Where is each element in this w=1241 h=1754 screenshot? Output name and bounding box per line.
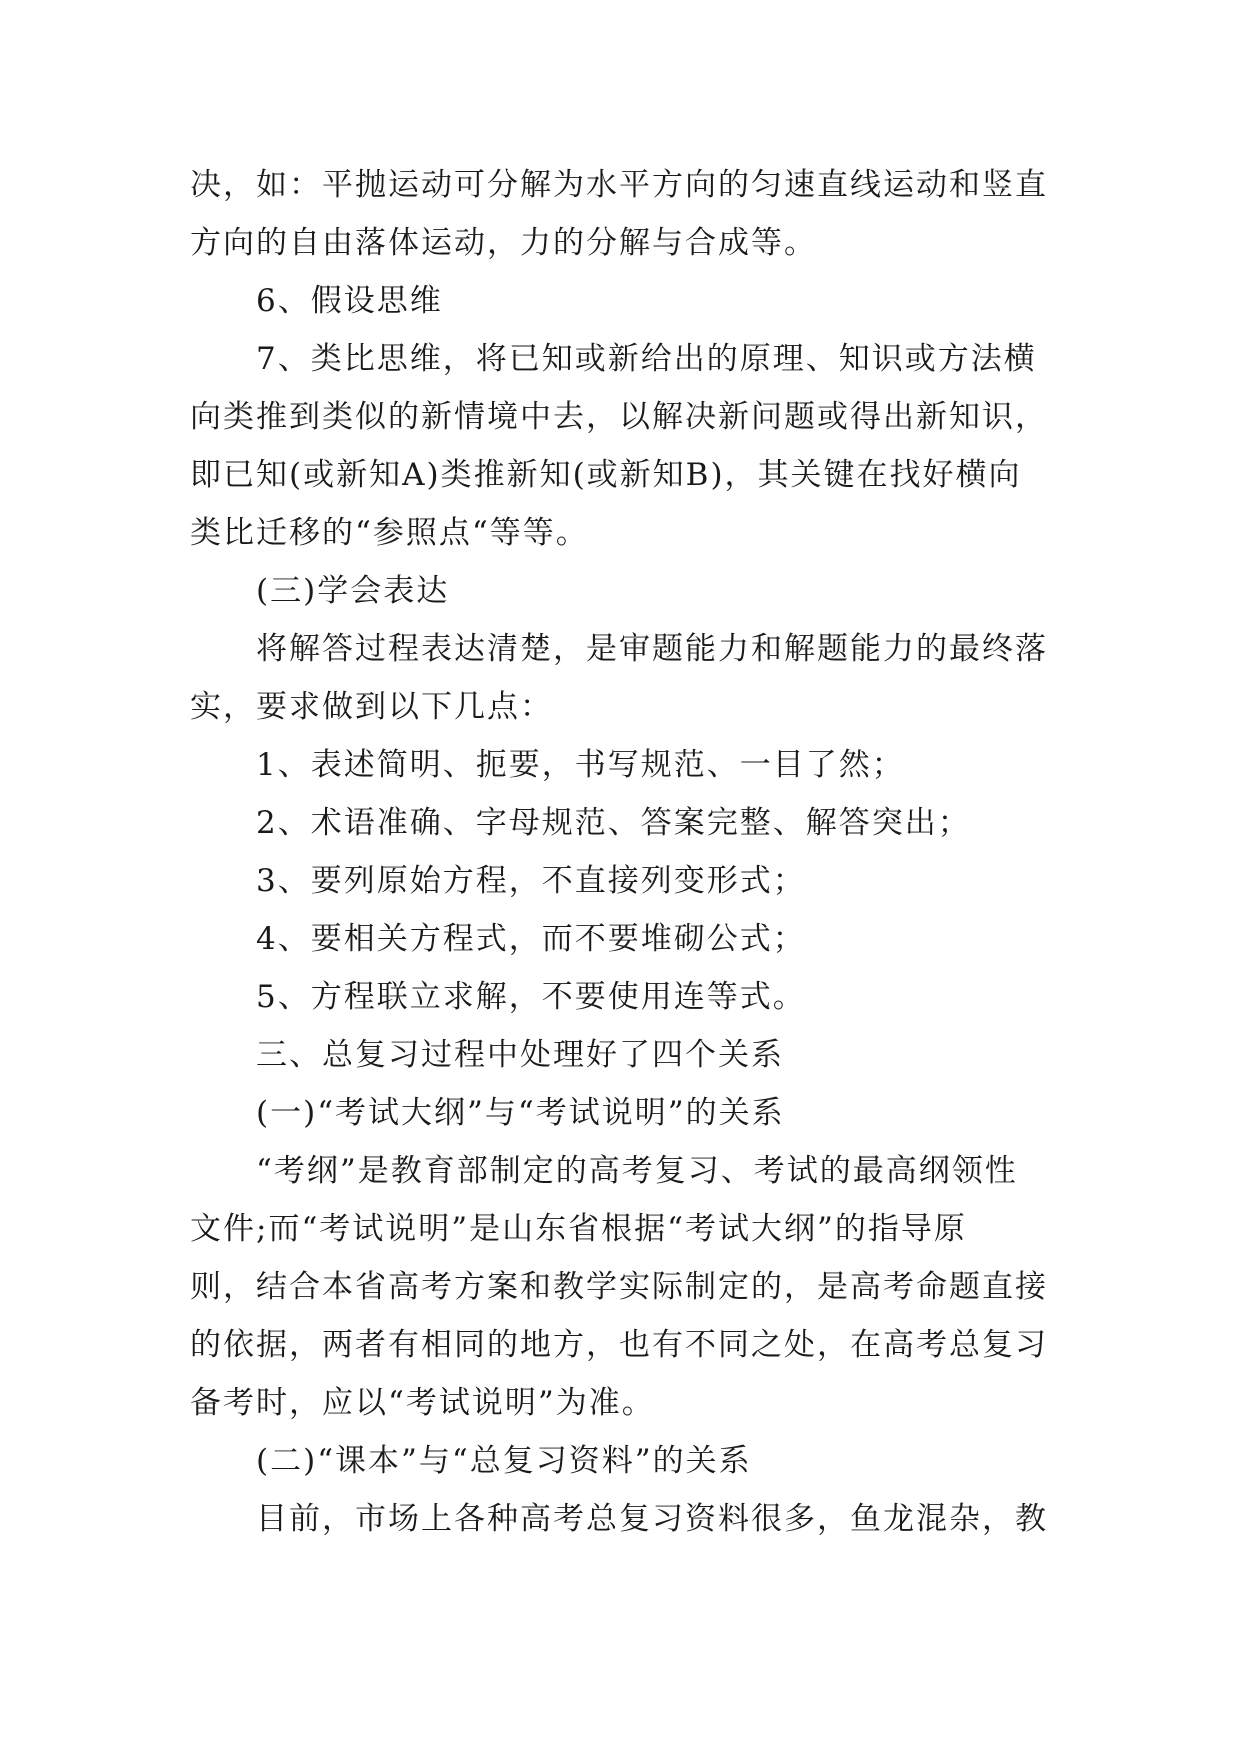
list-item: 4、要相关方程式，而不要堆砌公式； bbox=[256, 921, 806, 957]
text-line: 7、类比思维，将已知或新给出的原理、知识或方法横 bbox=[256, 341, 1037, 377]
list-item: 2、术语准确、字母规范、答案完整、解答突出； bbox=[256, 805, 971, 841]
list-item: 3、要列原始方程，不直接列变形式； bbox=[256, 863, 806, 899]
text-line: 即已知(或新知A)类推新知(或新知B)，其关键在找好横向 bbox=[190, 457, 1022, 493]
text-line: 目前，市场上各种高考总复习资料很多，鱼龙混杂，教 bbox=[256, 1501, 1048, 1537]
section-heading: (三)学会表达 bbox=[256, 573, 450, 609]
text-line: 决，如：平抛运动可分解为水平方向的匀速直线运动和竖直 bbox=[190, 167, 1048, 203]
text-line: 向类推到类似的新情境中去，以解决新问题或得出新知识， bbox=[190, 399, 1048, 435]
list-item: 5、方程联立求解，不要使用连等式。 bbox=[256, 979, 806, 1015]
section-heading: 三、总复习过程中处理好了四个关系 bbox=[256, 1037, 784, 1073]
text-line: 将解答过程表达清楚，是审题能力和解题能力的最终落 bbox=[256, 631, 1048, 667]
list-item-heading: 6、假设思维 bbox=[256, 283, 443, 319]
subsection-heading: (二)“课本”与“总复习资料”的关系 bbox=[256, 1443, 752, 1479]
text-line: 的依据，两者有相同的地方，也有不同之处，在高考总复习 bbox=[190, 1327, 1048, 1363]
text-line: 类比迁移的“参照点“等等。 bbox=[190, 515, 589, 551]
text-line: 方向的自由落体运动，力的分解与合成等。 bbox=[190, 225, 817, 261]
text-line: 文件;而“考试说明”是山东省根据“考试大纲”的指导原 bbox=[190, 1211, 967, 1247]
text-line: 则，结合本省高考方案和教学实际制定的，是高考命题直接 bbox=[190, 1269, 1048, 1305]
body-text bbox=[190, 156, 1070, 1548]
text-line: “考纲”是教育部制定的高考复习、考试的最高纲领性 bbox=[256, 1153, 1018, 1189]
text-line: 实，要求做到以下几点： bbox=[190, 689, 553, 725]
subsection-heading: (一)“考试大纲”与“考试说明”的关系 bbox=[256, 1095, 785, 1131]
list-item: 1、表述简明、扼要，书写规范、一目了然； bbox=[256, 747, 905, 783]
text-line: 备考时，应以“考试说明”为准。 bbox=[190, 1385, 655, 1421]
